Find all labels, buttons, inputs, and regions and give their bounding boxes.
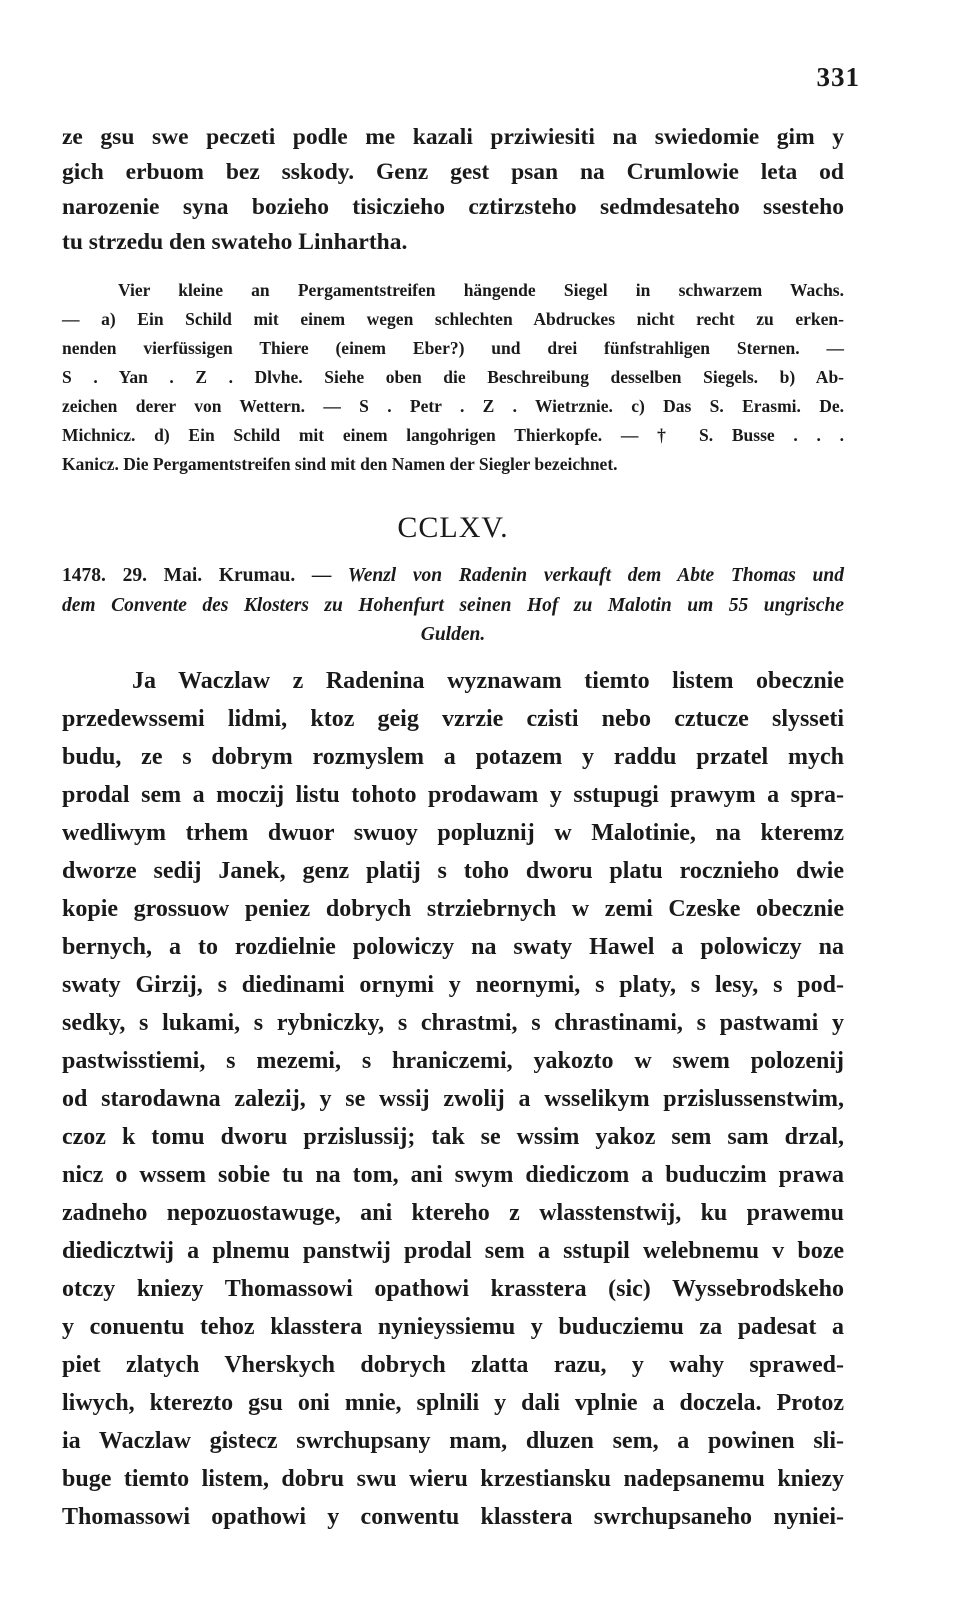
seal-note-line: Vier kleine an Pergamentstreifen hängende Siegel in schwarzem Wachs. bbox=[118, 280, 844, 300]
body-line: otczy kniezy Thomassowi opathowi krasstera (sic) Wyssebrodskeho bbox=[62, 1276, 844, 1302]
seal-note-line: Michnicz. d) Ein Schild mit einem langohrigen Thierkopfe. — † S. Busse . . . bbox=[62, 425, 844, 445]
body-line: nicz o wssem sobie tu na tom, ani swym diediczom a buduczim prawa bbox=[62, 1162, 844, 1188]
body-line: bernych, a to rozdielnie polowiczy na swaty Hawel a polowiczy na bbox=[62, 934, 844, 960]
body-line: pastwisstiemi, s mezemi, s hraniczemi, yakozto w swem polozenij bbox=[62, 1048, 844, 1074]
continuation-line: ze gsu swe peczeti podle me kazali prziwiesiti na swiedomie gim y bbox=[62, 124, 844, 150]
seal-note-line: Kanicz. Die Pergamentstreifen sind mit den Namen der Siegler bezeichnet. bbox=[62, 454, 618, 474]
continuation-line: gich erbuom bez sskody. Genz gest psan na Crumlowie leta od bbox=[62, 159, 844, 185]
summary-line bbox=[62, 561, 844, 591]
seal-note-line: S . Yan . Z . Dlvhe. Siehe oben die Beschreibung desselben Siegels. b) Ab- bbox=[62, 367, 844, 387]
body-line: ia Waczlaw gistecz swrchupsany mam, dluzen sem, a powinen sli- bbox=[62, 1428, 844, 1454]
body-line: Thomassowi opathowi y conwentu klasstera swrchupsaneho nyniei- bbox=[62, 1504, 844, 1530]
summary-date-place: 1478. 29. Mai. Krumau. bbox=[62, 565, 296, 586]
body-line: swaty Girzij, s diedinami ornymi y neornymi, s platy, s lesy, s pod- bbox=[62, 972, 844, 998]
body-line: liwych, kterezto gsu oni mnie, splnili y dali vplnie a doczela. Protoz bbox=[62, 1390, 844, 1416]
charter-number: CCLXV. bbox=[397, 511, 509, 544]
body-line: od starodawna zalezij, y se wssij zwolij a wsselikym przislussenstwim, bbox=[62, 1086, 844, 1112]
body-line: y conuentu tehoz klasstera nynieyssiemu y buducziemu za padesat a bbox=[62, 1314, 844, 1340]
summary-text: — Wenzl von Radenin verkauft dem Abte Thomas und bbox=[311, 565, 844, 586]
continuation-line: narozenie syna bozieho tisiczieho cztirzsteho sedmdesateho ssesteho bbox=[62, 194, 844, 220]
body-line: piet zlatych Vherskych dobrych zlatta razu, y wahy sprawed- bbox=[62, 1352, 844, 1378]
seal-note-line: nenden vierfüssigen Thiere (einem Eber?) und drei fünfstrahligen Sternen. — bbox=[62, 338, 844, 358]
body-line: Ja Waczlaw z Radenina wyznawam tiemto listem obecznie bbox=[132, 668, 844, 694]
body-line: prodal sem a moczij listu tohoto prodawam y sstupugi prawym a spra- bbox=[62, 782, 844, 808]
body-line: wedliwym trhem dwuor swuoy popluznij w Malotinie, na kteremz bbox=[62, 820, 844, 846]
body-line: sedky, s lukami, s rybniczky, s chrastmi, s chrastinami, s pastwami y bbox=[62, 1010, 844, 1036]
body-line: kopie grossuow peniez dobrych strziebrnych w zemi Czeske obecznie bbox=[62, 896, 844, 922]
summary-line: Gulden. bbox=[420, 624, 486, 645]
seal-note-line: — a) Ein Schild mit einem wegen schlechten Abdruckes nicht recht zu erken- bbox=[62, 309, 844, 329]
body-line: dworze sedij Janek, genz platij s toho dworu platu rocznieho dwie bbox=[62, 858, 844, 884]
body-line: czoz k tomu dworu przislussij; tak se wssim yakoz sem sam drzal, bbox=[62, 1124, 844, 1150]
body-line: diedicztwij a plnemu panstwij prodal sem a sstupil welebnemu v boze bbox=[62, 1238, 844, 1264]
body-line: przedewssemi lidmi, ktoz geig vzrzie czisti nebo cztucze slysseti bbox=[62, 706, 844, 732]
body-line: budu, ze s dobrym rozmyslem a potazem y raddu przatel mych bbox=[62, 744, 844, 770]
body-line: buge tiemto listem, dobru swu wieru krzestiansku nadepsanemu kniezy bbox=[62, 1466, 844, 1492]
body-line: zadneho nepozuostawuge, ani ktereho z wlasstenstwij, ku prawemu bbox=[62, 1200, 844, 1226]
summary-line: dem Convente des Klosters zu Hohenfurt seinen Hof zu Malotin um 55 ungrische bbox=[62, 595, 844, 616]
seal-note-line: zeichen derer von Wettern. — S . Petr . Z . Wietrznie. c) Das S. Erasmi. De. bbox=[62, 396, 844, 416]
page-number: 331 bbox=[816, 62, 860, 92]
continuation-line: tu strzedu den swateho Linhartha. bbox=[62, 229, 408, 255]
